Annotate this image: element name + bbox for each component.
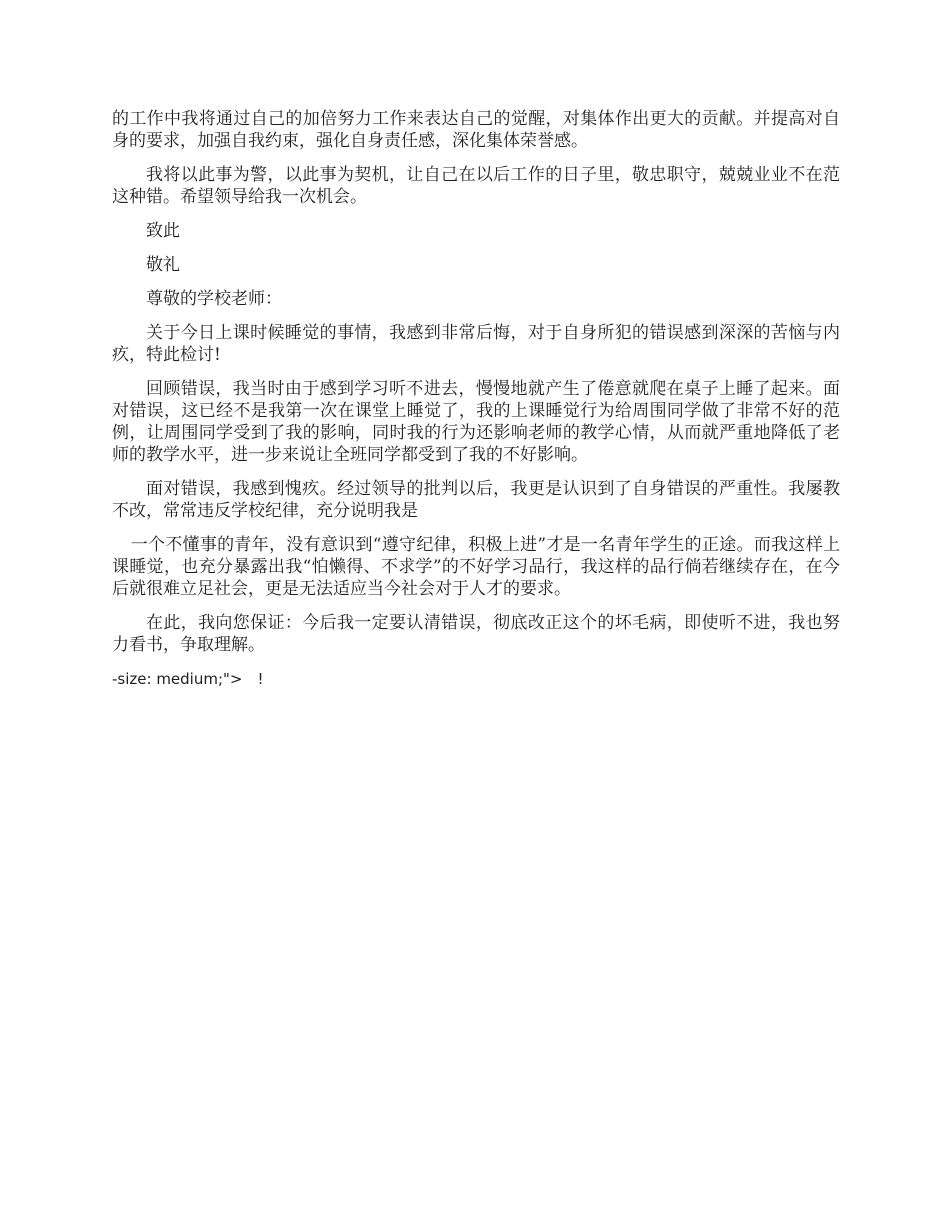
paragraph-promise: 在此，我向您保证：今后我一定要认清错误，彻底改正这个的坏毛病，即使听不进，我也努力看书，争取理解。 xyxy=(112,613,840,655)
paragraph-review: 回顾错误，我当时由于感到学习听不进去，慢慢地就产生了倦意就爬在桌子上睡了起来。面对错误，这已经不是我第一次在课堂上睡觉了，我的上课睡觉行为给周围同学做了非常不好的范例，让周围同学受到了我的影响，同时我的行为还影响老师的教学心情，从而就严重地降低了老师的教学水平，进一步来说让全班同学都受到了我的不好影响。 xyxy=(112,379,840,465)
closing-regards: 敬礼 xyxy=(146,255,180,275)
paragraph-reflection: 面对错误，我感到愧疚。经过领导的批判以后，我更是认识到了自身错误的严重性。我屡教不改，常常违反学校纪律，充分说明我是 xyxy=(112,479,840,521)
letter-greeting: 尊敬的学校老师： xyxy=(146,289,282,309)
document-body xyxy=(112,108,840,702)
paragraph-continuation: 的工作中我将通过自己的加倍努力工作来表达自己的觉醒，对集体作出更大的贡献。并提高对自身的要求，加强自我约束，强化自身责任感，深化集体荣誉感。 xyxy=(112,109,840,151)
paragraph-awareness: 一个不懂事的青年，没有意识到“遵守纪律，积极上进”才是一名青年学生的正途。而我这样上课睡觉，也充分暴露出我“怕懒得、不求学”的不好学习品行，我这样的品行倘若继续存在，在今后就很难立足社会，更是无法适应当今社会对于人才的要求。 xyxy=(112,535,840,599)
closing-salutation: 致此 xyxy=(146,221,180,241)
markup-artifact-text: -size: medium;"> ! xyxy=(112,670,264,688)
paragraph-resolution: 我将以此事为警，以此事为契机，让自己在以后工作的日子里，敬忠职守，兢兢业业不在范这种错。希望领导给我一次机会。 xyxy=(112,165,840,207)
paragraph-intro: 关于今日上课时候睡觉的事情，我感到非常后悔，对于自身所犯的错误感到深深的苦恼与内疚，特此检讨! xyxy=(112,323,840,365)
